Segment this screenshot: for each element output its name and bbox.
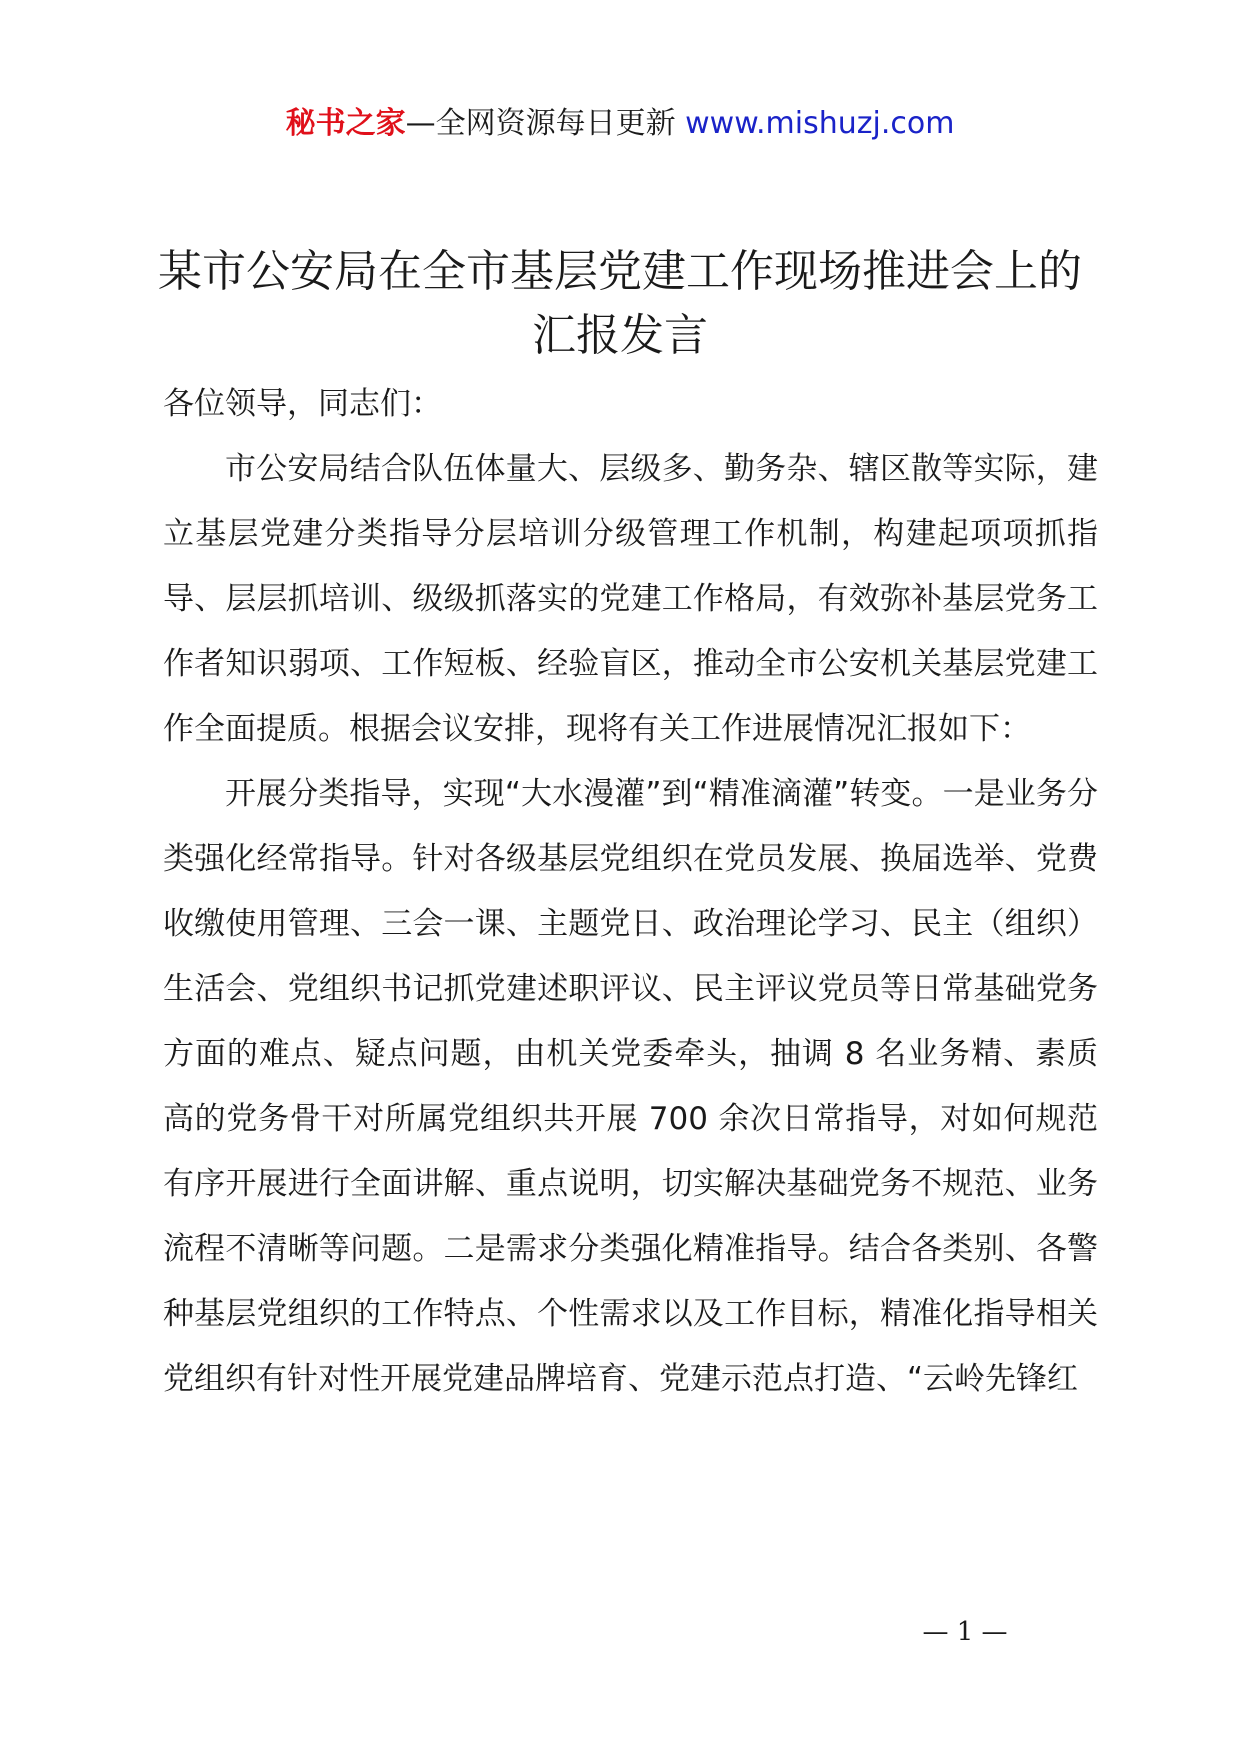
site-tagline: —全网资源每日更新 [405,106,676,141]
document-body [163,372,1098,1412]
paragraph-classified-guidance: 开展分类指导，实现“大水漫灌”到“精准滴灌”转变。一是业务分类强化经常指导。针对各级基层党组织在党员发展、换届选举、党费收缴使用管理、三会一课、主题党日、政治理论学习、民主（组织）生活会、党组织书记抓党建述职评议、民主评议党员等日常基础党务方面的难点、疑点问题，由机关党委牵头，抽调 8 名业务精、素质高的党务骨干对所属党组织共开展 700 余次日常指导，对如何规范有序开展进行全面讲解、重点说明，切实解决基础党务不规范、业务流程不清晰等问题。二是需求分类强化精准指导。结合各类别、各警种基层党组织的工作特点、个性需求以及工作目标，精准化指导相关党组织有针对性开展党建品牌培育、党建示范点打造、“云岭先锋红 [163,776,1098,1397]
site-brand: 秘书之家 [285,106,406,141]
site-url-link[interactable]: www.mishuzj.com [685,106,955,141]
site-header [0,102,1240,146]
salutation: 各位领导，同志们： [163,386,442,422]
document-title: 某市公安局在全市基层党建工作现场推进会上的汇报发言 [158,246,1082,361]
paragraph-intro: 市公安局结合队伍体量大、层级多、勤务杂、辖区散等实际，建立基层党建分类指导分层培训分级管理工作机制，构建起项项抓指导、层层抓培训、级级抓落实的党建工作格局，有效弥补基层党务工作者知识弱项、工作短板、经验盲区，推动全市公安机关基层党建工作全面提质。根据会议安排，现将有关工作进展情况汇报如下： [163,451,1098,747]
page-number: — 1 — [922,1617,1008,1647]
